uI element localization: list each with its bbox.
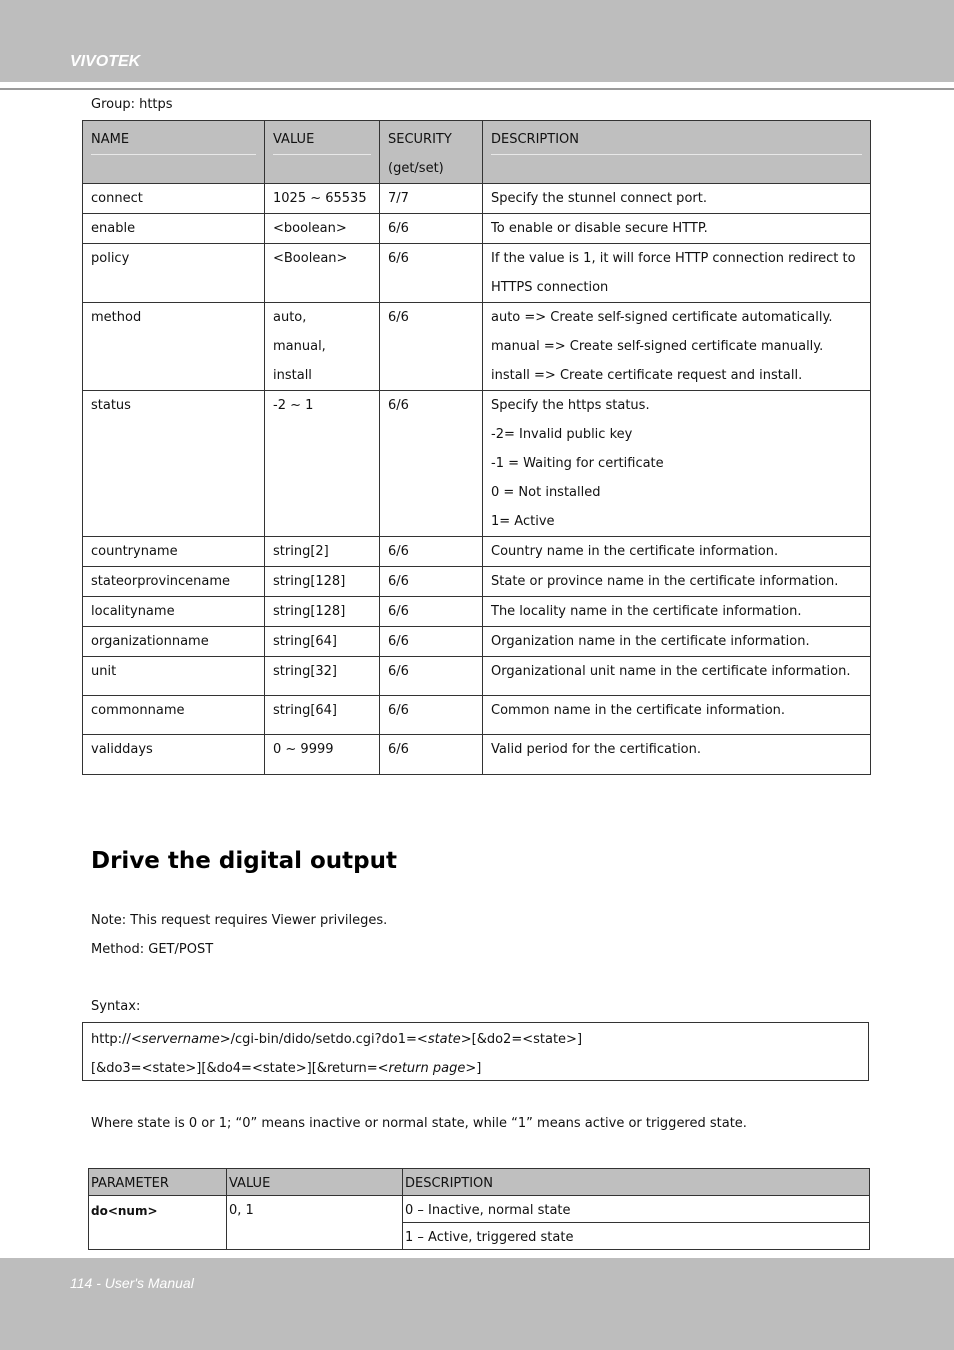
table-header-row [83,121,871,184]
cell-security: 6/6 [380,537,483,567]
cell-description: If the value is 1, it will force HTTP connection redirect to HTTPS connection [483,244,871,303]
cell-description: Valid period for the certification. [483,735,871,775]
table-row [83,657,871,696]
cell-value: string[128] [265,597,380,627]
brand-logo: VIVOTEK [70,53,141,70]
page-footer [0,1258,954,1350]
cell-security: 6/6 [380,214,483,244]
cell-security: 6/6 [380,657,483,696]
cell-security: 7/7 [380,184,483,214]
cell-value: auto, manual, install [265,303,380,391]
header-description: DESCRIPTION [483,121,871,184]
cell-name: status [83,391,265,537]
cell-security: 6/6 [380,303,483,391]
cell-security: 6/6 [380,391,483,537]
cell-description: Country name in the certificate information. [483,537,871,567]
syntax-line-2: [&do3=<state>][&do4=<state>][&return=<return page>] [91,1061,482,1076]
page-number: 114 - User's Manual [70,1275,194,1291]
section-title: Drive the digital output [91,848,397,874]
table-header-row [89,1169,870,1196]
cell-value: 1025 ~ 65535 [265,184,380,214]
cell-name: connect [83,184,265,214]
table-row [83,244,871,303]
cell-name: localityname [83,597,265,627]
cell-value: string[32] [265,657,380,696]
cell-description: Organizational unit name in the certificate information. [483,657,871,696]
cell-security: 6/6 [380,567,483,597]
cell-value: string[64] [265,696,380,735]
table-row [83,567,871,597]
group-label: Group: https [91,97,173,112]
table-row [83,303,871,391]
privilege-note: Note: This request requires Viewer privileges. [91,913,388,928]
state-explanation: Where state is 0 or 1; “0” means inactive or normal state, while “1” means active or triggered state. [91,1116,747,1131]
https-parameter-table [82,120,871,775]
header-value: VALUE [265,121,380,184]
page-header [0,0,954,82]
cell-value: string[2] [265,537,380,567]
cell-security: 6/6 [380,696,483,735]
table-row [83,214,871,244]
header-value: VALUE [227,1169,403,1196]
syntax-label: Syntax: [91,999,141,1014]
cell-description: State or province name in the certificate information. [483,567,871,597]
syntax-box [82,1022,869,1081]
cell-description: Organization name in the certificate information. [483,627,871,657]
do-parameter-table [88,1168,870,1250]
table-row [89,1196,870,1223]
cell-value: <boolean> [265,214,380,244]
cell-name: enable [83,214,265,244]
cell-security: 6/6 [380,597,483,627]
method-text: Method: GET/POST [91,942,214,957]
param-value: 0, 1 [227,1196,403,1250]
param-name: do<num> [89,1196,227,1250]
cell-description: Specify the https status. -2= Invalid public key -1 = Waiting for certificate 0 = Not installed 1= Active [483,391,871,537]
cell-description: To enable or disable secure HTTP. [483,214,871,244]
table-row [83,391,871,537]
cell-value: -2 ~ 1 [265,391,380,537]
cell-name: stateorprovincename [83,567,265,597]
header-divider [0,88,954,90]
cell-name: unit [83,657,265,696]
table-row [83,696,871,735]
cell-value: <Boolean> [265,244,380,303]
header-security: SECURITY (get/set) [380,121,483,184]
header-parameter: PARAMETER [89,1169,227,1196]
cell-description: auto => Create self-signed certificate automatically. manual => Create self-signed certificate manually. install => Create certificate request and install. [483,303,871,391]
cell-name: countryname [83,537,265,567]
cell-security: 6/6 [380,735,483,775]
cell-security: 6/6 [380,244,483,303]
cell-value: 0 ~ 9999 [265,735,380,775]
table-row [83,597,871,627]
cell-value: string[128] [265,567,380,597]
cell-description: Specify the stunnel connect port. [483,184,871,214]
syntax-line-1: http://<servername>/cgi-bin/dido/setdo.cgi?do1=<state>[&do2=<state>] [91,1032,583,1047]
param-desc: 0 – Inactive, normal state [403,1196,870,1223]
cell-name: organizationname [83,627,265,657]
cell-value: string[64] [265,627,380,657]
header-name: NAME [83,121,265,184]
cell-security: 6/6 [380,627,483,657]
cell-description: Common name in the certificate information. [483,696,871,735]
param-desc: 1 – Active, triggered state [403,1223,870,1250]
cell-description: The locality name in the certificate information. [483,597,871,627]
cell-name: commonname [83,696,265,735]
cell-name: method [83,303,265,391]
cell-name: policy [83,244,265,303]
table-row [83,735,871,775]
table-row [83,627,871,657]
cell-name: validdays [83,735,265,775]
table-row [83,537,871,567]
header-description: DESCRIPTION [403,1169,870,1196]
table-row [83,184,871,214]
